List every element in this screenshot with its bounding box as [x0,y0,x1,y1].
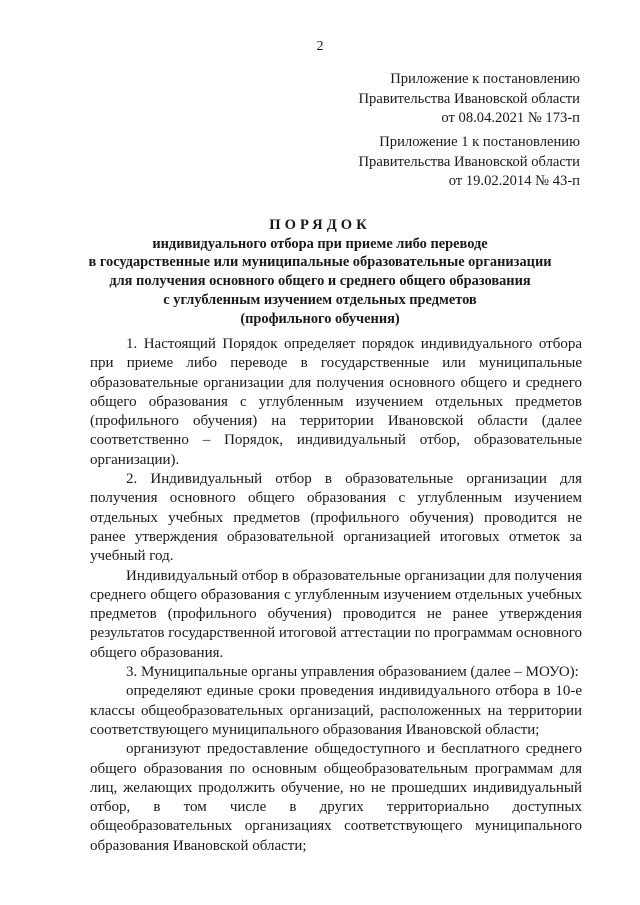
approval-line: Правительства Ивановской области [358,90,580,107]
approval-block-current [359,70,580,129]
document-title [60,216,580,328]
paragraph-1: 1. Настоящий Порядок определяет порядок индивидуального отбора при приеме либо переводе в государственные или муниципальные образовательные организации для получения основного общего и среднего общего образования с углубленным изучением отдельных предметов (профильного обучения) на территории Ивановской области (далее соответственно – Порядок, индивидуальный отбор, образовательные организации). [90,336,582,468]
title-subtitle-line: индивидуального отбора при приеме либо переводе [152,235,488,252]
approval-line: от 08.04.2021 № 173-п [441,110,580,126]
paragraph-2: 2. Индивидуальный отбор в образовательные организации для получения основного общего образования с углубленным изучением отдельных учебных предметов (профильного обучения) проводится не ранее утверждения образовательной организацией итоговых отметок за учебный год. [90,471,582,565]
paragraph-3: 3. Муниципальные органы управления образованием (далее – МОУО): [126,664,579,681]
page-number: 2 [316,39,324,54]
title-subtitle-line: (профильного обучения) [240,310,400,327]
title-subtitle-line: с углубленным изучением отдельных предметов [163,291,477,308]
approval-line: от 19.02.2014 № 43-п [448,173,580,189]
approval-block-original [359,133,580,192]
approval-line: Правительства Ивановской области [358,153,580,170]
document-body [90,335,582,856]
approval-line: Приложение к постановлению [390,71,580,87]
title-subtitle-line: в государственные или муниципальные образовательные организации [88,254,552,271]
paragraph-3-item-2: организуют предоставление общедоступного и бесплатного среднего общего образования по основным общеобразовательным программам для лиц, желающих продолжить обучение, но не прошедших индивидуальный отбор, в том числе в других территориально доступных общеобразовательных организациях соответствующего муниципального образования Ивановской области; [90,741,582,854]
paragraph-2-continued: Индивидуальный отбор в образовательные организации для получения среднего общего образования с углубленным изучением отдельных учебных предметов (профильного обучения) проводится не ранее утверждения результатов государственной итоговой аттестации по программам основного общего образования. [90,567,582,661]
title-subtitle-line: для получения основного общего и среднего общего образования [109,273,531,290]
paragraph-3-item-1: определяют единые сроки проведения индивидуального отбора в 10-е классы общеобразовательных организаций, расположенных на территории соответствующего муниципального образования Ивановской области; [90,683,582,738]
title-main: ПОРЯДОК [269,217,371,233]
approval-line: Приложение 1 к постановлению [379,134,580,150]
